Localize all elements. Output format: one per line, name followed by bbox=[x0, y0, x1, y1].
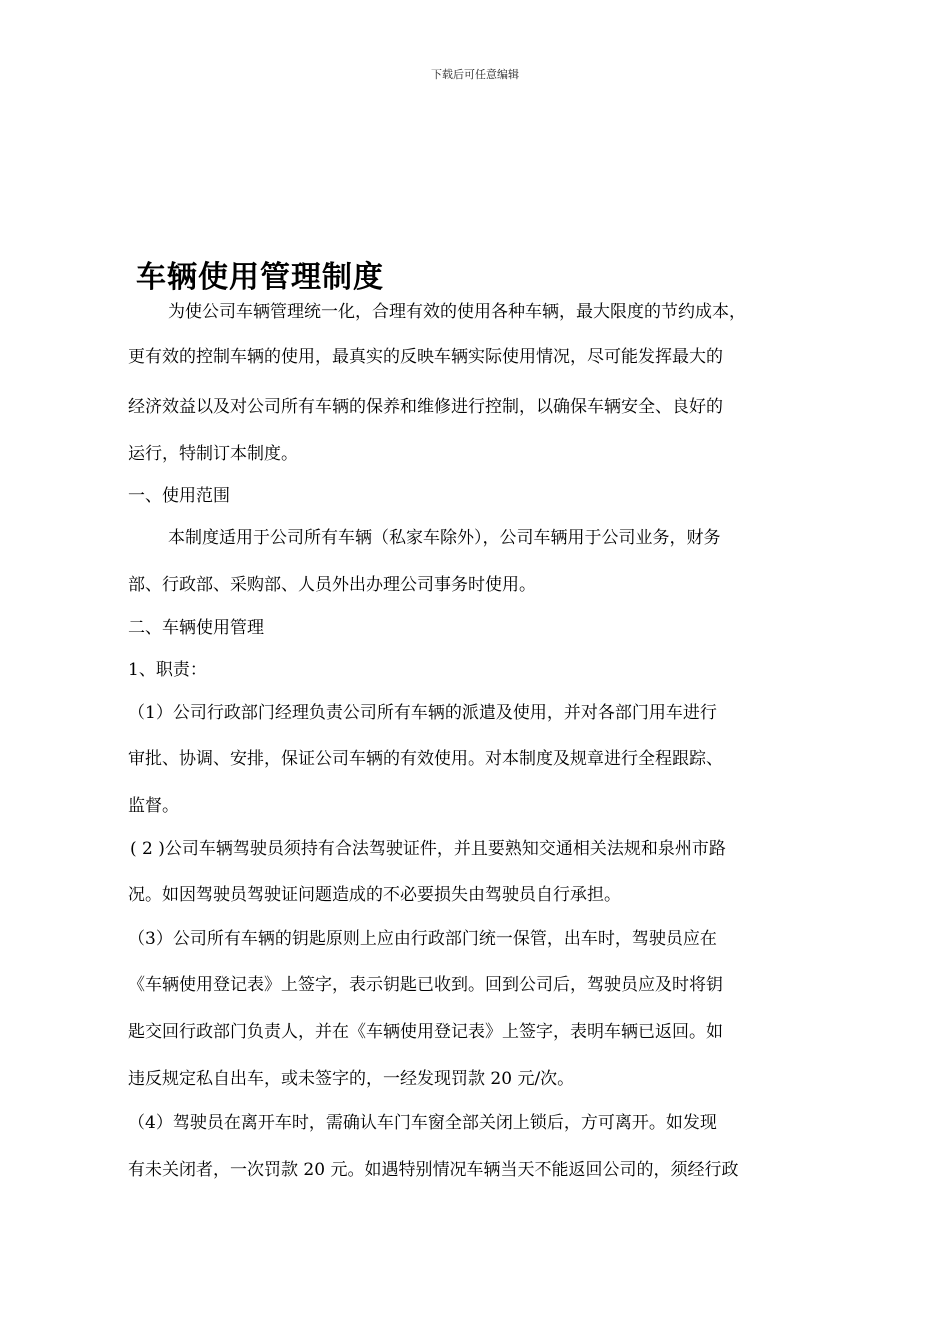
paragraph-line: 为使公司车辆管理统一化，合理有效的使用各种车辆，最大限度的节约成本， bbox=[168, 302, 746, 322]
paragraph-line: （4）驾驶员在离开车时，需确认车门车窗全部关闭上锁后，方可离开。如发现 bbox=[128, 1113, 717, 1133]
paragraph-line: 经济效益以及对公司所有车辆的保养和维修进行控制，以确保车辆安全、良好的 bbox=[128, 397, 723, 417]
subsection-heading: 1、职责： bbox=[128, 660, 207, 680]
paragraph-line: 况。如因驾驶员驾驶证问题造成的不必要损失由驾驶员自行承担。 bbox=[128, 885, 621, 905]
page-header: 下载后可任意编辑 bbox=[431, 68, 519, 81]
section-heading: 二、车辆使用管理 bbox=[128, 618, 264, 638]
paragraph-line: 部、行政部、采购部、人员外出办理公司事务时使用。 bbox=[128, 575, 536, 595]
paragraph-line: 违反规定私自出车，或未签字的，一经发现罚款 20 元/次。 bbox=[128, 1069, 575, 1089]
paragraph-line: （1）公司行政部门经理负责公司所有车辆的派遣及使用，并对各部门用车进行 bbox=[128, 703, 717, 723]
paragraph-line: 本制度适用于公司所有车辆（私家车除外），公司车辆用于公司业务，财务 bbox=[168, 528, 721, 548]
paragraph-line: 《车辆使用登记表》上签字，表示钥匙已收到。回到公司后，驾驶员应及时将钥 bbox=[128, 975, 723, 995]
paragraph-line: 监督。 bbox=[128, 796, 179, 816]
paragraph-line: 有未关闭者，一次罚款 20 元。如遇特别情况车辆当天不能返回公司的，须经行政 bbox=[128, 1160, 739, 1180]
section-heading: 一、使用范围 bbox=[128, 486, 230, 506]
paragraph-line: ( 2 )公司车辆驾驶员须持有合法驾驶证件，并且要熟知交通相关法规和泉州市路 bbox=[130, 839, 726, 859]
document-title: 车辆使用管理制度 bbox=[136, 260, 384, 295]
paragraph-line: 审批、协调、安排，保证公司车辆的有效使用。对本制度及规章进行全程跟踪、 bbox=[128, 749, 723, 769]
paragraph-line: 更有效的控制车辆的使用，最真实的反映车辆实际使用情况，尽可能发挥最大的 bbox=[128, 347, 723, 367]
paragraph-line: （3）公司所有车辆的钥匙原则上应由行政部门统一保管，出车时，驾驶员应在 bbox=[128, 929, 717, 949]
paragraph-line: 运行，特制订本制度。 bbox=[128, 444, 298, 464]
paragraph-line: 匙交回行政部门负责人，并在《车辆使用登记表》上签字，表明车辆已返回。如 bbox=[128, 1022, 723, 1042]
